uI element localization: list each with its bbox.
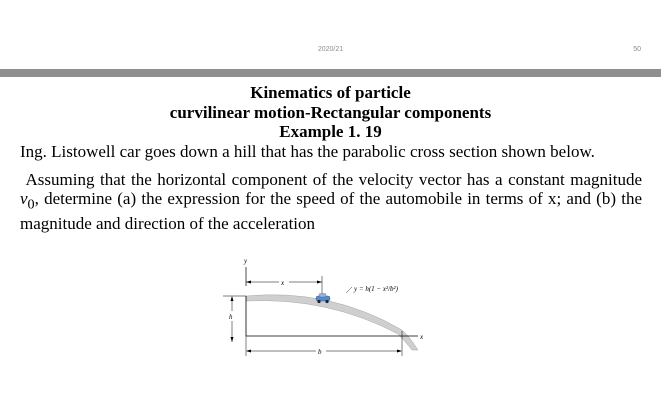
- x-axis-label: x: [420, 333, 424, 341]
- velocity-symbol: v: [20, 189, 28, 208]
- header-date: 2020/21: [317, 46, 344, 53]
- x-dimension-label: x: [281, 279, 285, 287]
- b-dimension-arrow-right: [397, 350, 402, 353]
- problem-text-part2: , determine (a) the expression for the speed of the automobile in terms of x; and (b) the magnitude and direction of the acceleration: [20, 189, 642, 234]
- slide-title-example: Example 1. 19: [279, 122, 382, 141]
- h-dimension-arrow-top: [231, 296, 234, 301]
- x-dimension-arrow-left: [246, 281, 251, 284]
- page-number: 50: [633, 46, 641, 53]
- x-dimension-arrow-right: [317, 281, 322, 284]
- slide-title-line2: curvilinear motion-Rectangular components: [169, 103, 492, 122]
- b-dimension-arrow-left: [246, 350, 251, 353]
- b-dimension-label: b: [318, 348, 322, 356]
- parabola-equation: [353, 285, 399, 293]
- equation-leader-line: [346, 287, 352, 293]
- slide-title-line1: Kinematics of particle: [250, 83, 411, 102]
- velocity-subscript: 0: [27, 196, 35, 213]
- equation-text: y = h(1 − x²/b²): [354, 285, 398, 293]
- h-dimension-arrow-bottom: [231, 337, 234, 342]
- hill-road-surface: [246, 295, 418, 350]
- y-axis-label: y: [244, 257, 248, 265]
- problem-text-part1: Assuming that the horizontal component of the velocity vector has a constant magnitude: [25, 170, 643, 189]
- problem-intro-text: Ing. Listowell car goes down a hill that has the parabolic cross section shown below.: [20, 142, 595, 161]
- h-dimension-label: h: [229, 313, 233, 321]
